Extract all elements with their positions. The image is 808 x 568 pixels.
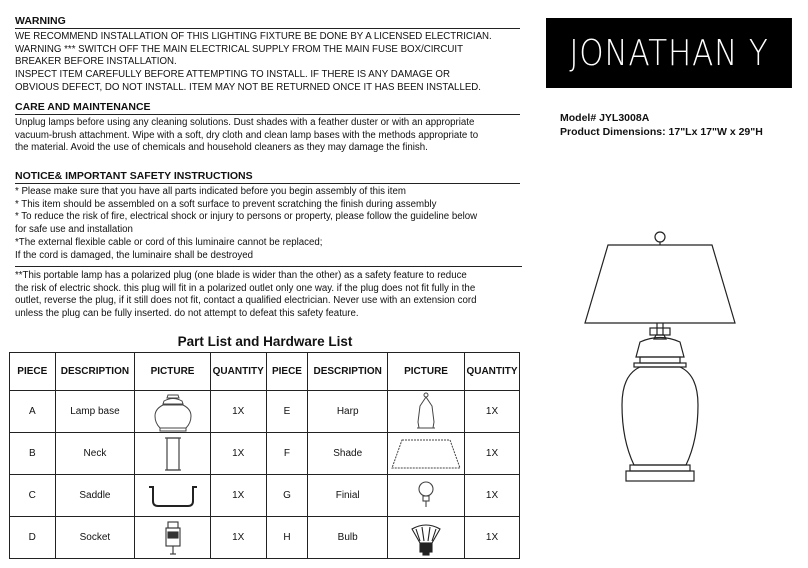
piece-cell: H (266, 517, 308, 559)
description-cell: Neck (55, 433, 135, 475)
table-row (10, 433, 520, 475)
column-header: PICTURE (135, 353, 210, 391)
warning-heading: WARNING (15, 14, 520, 29)
socket-icon (135, 517, 210, 559)
bulb-icon (388, 517, 465, 559)
piece-cell: D (10, 517, 56, 559)
description-cell: Saddle (55, 475, 135, 517)
care-heading: CARE AND MAINTENANCE (15, 100, 520, 115)
product-info (560, 111, 763, 139)
quantity-cell: 1X (210, 517, 266, 559)
piece-cell: C (10, 475, 56, 517)
column-header: DESCRIPTION (55, 353, 135, 391)
table-row (10, 517, 520, 559)
brand-logo: JONATHAN Y (546, 18, 792, 88)
plug-text: **This portable lamp has a polarized plug (one blade is wider than the other) as a safety feature to reduce the risk of electric shock. this plug will fit in a polarized outlet only one way. if the plug does not fit fully in the outlet, reverse the plug, if it still does not fit, contact a qualified electrician. Never use with an extension cord unless the plug can be fully inserted. do not attempt to defeat this safety feature. (15, 270, 477, 320)
piece-cell: F (266, 433, 308, 475)
quantity-cell: 1X (465, 391, 520, 433)
description-cell: Harp (308, 391, 388, 433)
quantity-cell: 1X (210, 391, 266, 433)
warning-text: WE RECOMMEND INSTALLATION OF THIS LIGHTING FIXTURE BE DONE BY A LICENSED ELECTRICIAN. WARNING *** SWITCH OFF THE MAIN ELECTRICAL SUPPLY FROM THE MAIN FUSE BOX/CIRCUIT BREAKER BEFORE INSTALLATION. INSPECT ITEM CAREFULLY BEFORE ATTEMPTING TO INSTALL. IF THERE IS ANY DAMAGE OR OBVIOUS DEFECT, DO NOT INSTALL. ITEM MAY NOT BE RETURNED ONCE IT HAS BEEN INSTALLED. (15, 31, 492, 93)
description-cell: Bulb (308, 517, 388, 559)
column-header: PIECE (10, 353, 56, 391)
description-cell: Finial (308, 475, 388, 517)
quantity-cell: 1X (465, 475, 520, 517)
quantity-cell: 1X (210, 475, 266, 517)
table-row (10, 475, 520, 517)
column-header: QUANTITY (465, 353, 520, 391)
product-dimensions: Product Dimensions: 17"Lx 17"W x 29"H (560, 126, 763, 138)
piece-cell: G (266, 475, 308, 517)
safety-text: * Please make sure that you have all parts indicated before you begin assembly of this item * This item should be assembled on a soft surface to prevent scratching the finish during assembly * To reduce the risk of fire, electrical shock or injury to persons or property, please follow the guideline below for safe use and installation *The external flexible cable or cord of this luminaire cannot be replaced; If the cord is damaged, the luminaire shall be destroyed (15, 186, 478, 261)
column-header: PIECE (266, 353, 308, 391)
table-header-row (10, 353, 520, 391)
care-text: Unplug lamps before using any cleaning solutions. Dust shades with a feather duster or with an appropriate vacuum-brush attachment. Wipe with a soft, dry cloth and clean lamp bases with the methods appropriate to the material. Avoid the use of chemicals and household cleaners as they may damage the finish. (15, 117, 479, 154)
column-header: PICTURE (388, 353, 465, 391)
description-cell: Socket (55, 517, 135, 559)
divider (15, 266, 522, 267)
piece-cell: E (266, 391, 308, 433)
neck-icon (135, 433, 210, 475)
column-header: QUANTITY (210, 353, 266, 391)
quantity-cell: 1X (210, 433, 266, 475)
description-cell: Shade (308, 433, 388, 475)
description-cell: Lamp base (55, 391, 135, 433)
parts-list-title: Part List and Hardware List (177, 334, 353, 349)
model-number: Model# JYL3008A (560, 112, 650, 124)
piece-cell: A (10, 391, 56, 433)
column-header: DESCRIPTION (308, 353, 388, 391)
lamp-illustration-icon (560, 225, 775, 495)
piece-cell: B (10, 433, 56, 475)
shade-icon (388, 433, 465, 475)
safety-heading: NOTICE& IMPORTANT SAFETY INSTRUCTIONS (15, 169, 520, 184)
parts-table (9, 352, 520, 559)
table-row (10, 391, 520, 433)
finial-icon (388, 475, 465, 517)
saddle-icon (135, 475, 210, 517)
quantity-cell: 1X (465, 517, 520, 559)
lamp-base-icon (135, 391, 210, 433)
quantity-cell: 1X (465, 433, 520, 475)
harp-icon (388, 391, 465, 433)
